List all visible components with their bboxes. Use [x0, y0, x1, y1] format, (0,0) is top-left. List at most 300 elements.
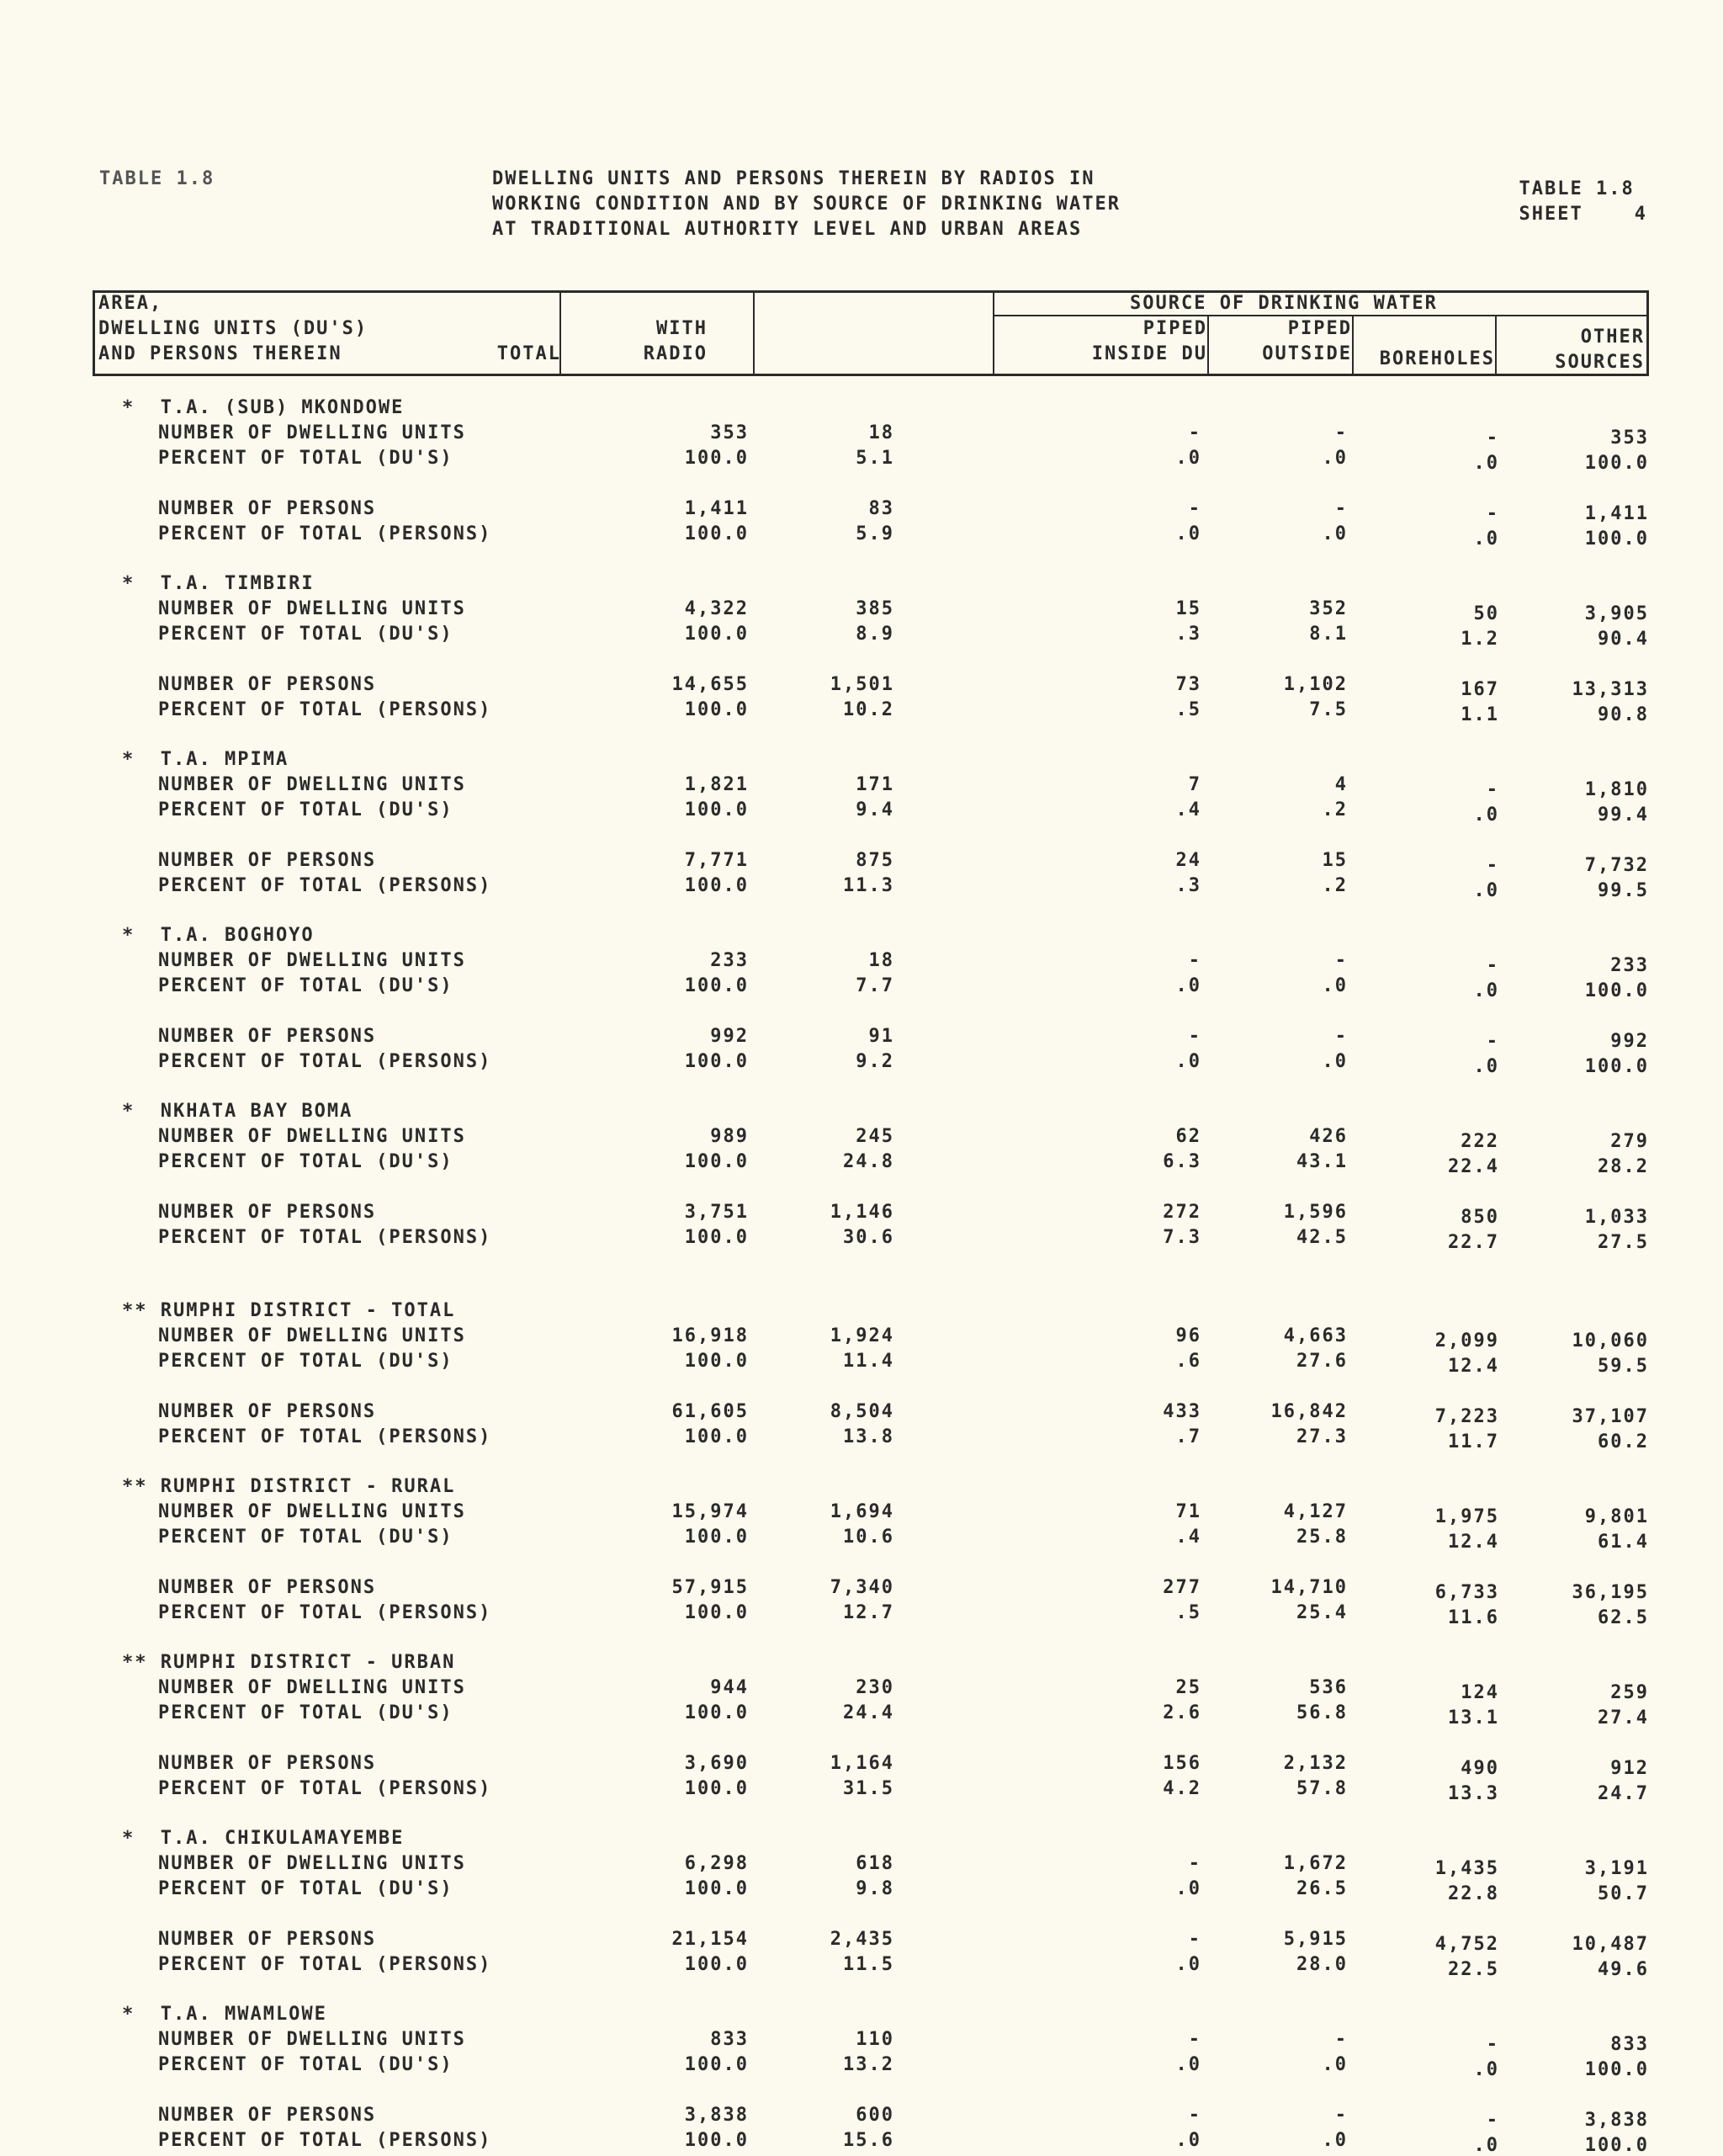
cell-piped-inside: .0 [1175, 2130, 1201, 2151]
cell-boreholes: 11.6 [1448, 1607, 1499, 1628]
area-name: * T.A. BOGHOYO [122, 925, 315, 946]
table-row [0, 674, 1723, 699]
cell-piped-inside: 277 [1163, 1577, 1201, 1598]
table-row [0, 2105, 1723, 2130]
row-label: NUMBER OF DWELLING UNITS [158, 1677, 466, 1698]
cell-with-radio: 11.5 [843, 1954, 894, 1975]
cell-other-sources: 50.7 [1598, 1883, 1649, 1904]
cell-total: 1,821 [684, 774, 749, 795]
table-row [0, 1501, 1723, 1527]
cell-boreholes: - [1486, 779, 1499, 800]
row-label: PERCENT OF TOTAL (DU'S) [158, 975, 453, 996]
table-row [0, 1426, 1723, 1452]
cell-boreholes: 1,975 [1434, 1506, 1499, 1527]
cell-with-radio: 30.6 [843, 1227, 894, 1248]
cell-total: 100.0 [684, 1702, 749, 1723]
cell-with-radio: 9.2 [856, 1051, 894, 1072]
row-label: PERCENT OF TOTAL (PERSONS) [158, 699, 492, 720]
table-row [0, 523, 1723, 549]
row-label: NUMBER OF PERSONS [158, 2105, 377, 2126]
cell-piped-outside: - [1334, 1026, 1348, 1047]
cell-piped-inside: .6 [1175, 1351, 1201, 1372]
row-label: NUMBER OF PERSONS [158, 1929, 377, 1950]
cell-piped-inside: 24 [1175, 850, 1201, 871]
cell-boreholes: 1.2 [1461, 629, 1499, 650]
table-row [0, 2029, 1723, 2054]
cell-total: 15,974 [671, 1501, 749, 1522]
cell-total: 100.0 [684, 1151, 749, 1172]
row-label: PERCENT OF TOTAL (DU'S) [158, 1151, 453, 1172]
table-row [0, 1878, 1723, 1904]
cell-boreholes: 22.8 [1448, 1883, 1499, 1904]
cell-total: 100.0 [684, 1602, 749, 1623]
cell-piped-inside: 156 [1163, 1753, 1201, 1774]
cell-boreholes: 222 [1461, 1131, 1499, 1152]
cell-piped-inside: - [1188, 2105, 1201, 2126]
cell-total: 100.0 [684, 2054, 749, 2075]
cell-boreholes: - [1486, 2034, 1499, 2055]
row-label: PERCENT OF TOTAL (PERSONS) [158, 1778, 492, 1799]
cell-piped-outside: 536 [1309, 1677, 1348, 1698]
row-label: PERCENT OF TOTAL (DU'S) [158, 1527, 453, 1548]
cell-with-radio: 2,435 [830, 1929, 894, 1950]
area-name: * T.A. CHIKULAMAYEMBE [122, 1828, 405, 1849]
cell-piped-inside: 7.3 [1163, 1227, 1201, 1248]
cell-boreholes: 12.4 [1448, 1532, 1499, 1553]
cell-other-sources: 3,191 [1584, 1858, 1649, 1879]
cell-piped-outside: 25.4 [1296, 1602, 1348, 1623]
cell-piped-outside: - [1334, 498, 1348, 519]
cell-with-radio: 618 [856, 1853, 894, 1874]
row-label: PERCENT OF TOTAL (PERSONS) [158, 523, 492, 544]
cell-total: 6,298 [684, 1853, 749, 1874]
piped-outside-header: PIPED OUTSIDE [1262, 318, 1352, 364]
cell-boreholes: 850 [1461, 1207, 1499, 1228]
cell-piped-inside: .4 [1175, 799, 1201, 820]
cell-piped-outside: .0 [1322, 523, 1348, 544]
cell-with-radio: 8,504 [830, 1401, 894, 1422]
cell-piped-outside: - [1334, 422, 1348, 443]
row-label: PERCENT OF TOTAL (PERSONS) [158, 875, 492, 896]
row-label: NUMBER OF PERSONS [158, 1202, 377, 1223]
row-label: NUMBER OF DWELLING UNITS [158, 1501, 466, 1522]
cell-with-radio: 9.8 [856, 1878, 894, 1899]
table-row [0, 624, 1723, 649]
cell-boreholes: - [1486, 427, 1499, 449]
cell-with-radio: 24.8 [843, 1151, 894, 1172]
table-row [0, 422, 1723, 448]
row-label: PERCENT OF TOTAL (PERSONS) [158, 1602, 492, 1623]
cell-total: 100.0 [684, 1878, 749, 1899]
cell-piped-inside: - [1188, 498, 1201, 519]
cell-boreholes: - [1486, 855, 1499, 876]
table-row [0, 975, 1723, 1001]
cell-piped-outside: 352 [1309, 598, 1348, 619]
cell-piped-outside: 42.5 [1296, 1227, 1348, 1248]
table-row [0, 950, 1723, 975]
table-row [0, 498, 1723, 523]
cell-total: 100.0 [684, 1227, 749, 1248]
area-name: * T.A. MWAMLOWE [122, 2004, 327, 2025]
cell-total: 833 [710, 2029, 749, 2050]
row-label: NUMBER OF DWELLING UNITS [158, 950, 466, 971]
cell-piped-outside: .0 [1322, 2054, 1348, 2075]
total-header: TOTAL [496, 343, 561, 364]
cell-with-radio: 8.9 [856, 624, 894, 645]
table-row [0, 1151, 1723, 1176]
cell-total: 100.0 [684, 523, 749, 544]
cell-piped-outside: 8.1 [1309, 624, 1348, 645]
row-label: PERCENT OF TOTAL (DU'S) [158, 799, 453, 820]
cell-other-sources: 90.4 [1598, 629, 1649, 650]
cell-other-sources: 100.0 [1584, 2135, 1649, 2156]
cell-other-sources: 27.5 [1598, 1232, 1649, 1253]
table-number-left: TABLE 1.8 [99, 168, 215, 189]
cell-boreholes: 12.4 [1448, 1356, 1499, 1377]
table-row [0, 1051, 1723, 1076]
table-row [0, 2130, 1723, 2155]
cell-piped-outside: .0 [1322, 2130, 1348, 2151]
cell-other-sources: 912 [1610, 1758, 1649, 1779]
row-label: NUMBER OF DWELLING UNITS [158, 1126, 466, 1147]
table-row [0, 799, 1723, 825]
cell-boreholes: 22.5 [1448, 1959, 1499, 1980]
cell-boreholes: - [1486, 2110, 1499, 2131]
area-name: ** RUMPHI DISTRICT - RURAL [122, 1476, 456, 1497]
area-name: ** RUMPHI DISTRICT - TOTAL [122, 1300, 456, 1321]
cell-piped-outside: 4,127 [1283, 1501, 1348, 1522]
cell-with-radio: 5.1 [856, 448, 894, 469]
row-label: NUMBER OF PERSONS [158, 1401, 377, 1422]
cell-boreholes: 2,099 [1434, 1330, 1499, 1351]
cell-boreholes: - [1486, 955, 1499, 976]
cell-total: 100.0 [684, 1527, 749, 1548]
title-line: DWELLING UNITS AND PERSONS THEREIN BY RADIOS IN [492, 168, 1095, 189]
cell-total: 100.0 [684, 448, 749, 469]
cell-other-sources: 7,732 [1584, 855, 1649, 876]
cell-piped-outside: 56.8 [1296, 1702, 1348, 1723]
cell-piped-outside: .2 [1322, 799, 1348, 820]
cell-piped-inside: 15 [1175, 598, 1201, 619]
cell-piped-outside: 7.5 [1309, 699, 1348, 720]
cell-piped-outside: 4 [1334, 774, 1348, 795]
row-label: PERCENT OF TOTAL (PERSONS) [158, 1227, 492, 1248]
cell-total: 61,605 [671, 1401, 749, 1422]
cell-piped-inside: .0 [1175, 523, 1201, 544]
cell-with-radio: 7,340 [830, 1577, 894, 1598]
table-row [0, 1351, 1723, 1376]
area-name: * T.A. MPIMA [122, 749, 289, 770]
cell-piped-inside: .0 [1175, 975, 1201, 996]
cell-with-radio: 83 [868, 498, 894, 519]
cell-with-radio: 245 [856, 1126, 894, 1147]
cell-total: 233 [710, 950, 749, 971]
cell-boreholes: .0 [1473, 2059, 1499, 2080]
table-row [0, 1202, 1723, 1227]
cell-other-sources: 62.5 [1598, 1607, 1649, 1628]
cell-piped-inside: 2.6 [1163, 1702, 1201, 1723]
cell-total: 3,838 [684, 2105, 749, 2126]
cell-boreholes: 22.7 [1448, 1232, 1499, 1253]
cell-piped-inside: .5 [1175, 699, 1201, 720]
row-label: NUMBER OF DWELLING UNITS [158, 1325, 466, 1346]
cell-total: 100.0 [684, 1051, 749, 1072]
cell-piped-inside: 25 [1175, 1677, 1201, 1698]
row-label: NUMBER OF DWELLING UNITS [158, 598, 466, 619]
cell-piped-inside: 71 [1175, 1501, 1201, 1522]
row-label: NUMBER OF DWELLING UNITS [158, 2029, 466, 2050]
cell-other-sources: 28.2 [1598, 1156, 1649, 1177]
table-row [0, 1954, 1723, 1979]
cell-other-sources: 259 [1610, 1682, 1649, 1703]
cell-other-sources: 61.4 [1598, 1532, 1649, 1553]
title-line: AT TRADITIONAL AUTHORITY LEVEL AND URBAN AREAS [492, 219, 1083, 240]
other-sources-header: OTHER SOURCES [1555, 327, 1645, 373]
cell-piped-outside: .2 [1322, 875, 1348, 896]
table-row [0, 1602, 1723, 1628]
cell-other-sources: 100.0 [1584, 2059, 1649, 2080]
cell-piped-outside: - [1334, 2029, 1348, 2050]
table-row [0, 1527, 1723, 1552]
table-row [0, 598, 1723, 624]
area-name: * T.A. TIMBIRI [122, 573, 315, 594]
cell-piped-inside: .0 [1175, 1878, 1201, 1899]
table-row [0, 1677, 1723, 1702]
cell-total: 14,655 [671, 674, 749, 695]
cell-with-radio: 230 [856, 1677, 894, 1698]
cell-with-radio: 31.5 [843, 1778, 894, 1799]
cell-piped-inside: - [1188, 2029, 1201, 2050]
cell-other-sources: 10,060 [1572, 1330, 1649, 1351]
column-header-box [93, 290, 1649, 376]
cell-piped-outside: 426 [1309, 1126, 1348, 1147]
cell-piped-outside: - [1334, 2105, 1348, 2126]
cell-piped-inside: - [1188, 422, 1201, 443]
row-label: PERCENT OF TOTAL (PERSONS) [158, 2130, 492, 2151]
cell-boreholes: 1,435 [1434, 1858, 1499, 1879]
cell-boreholes: 11.7 [1448, 1431, 1499, 1452]
cell-total: 4,322 [684, 598, 749, 619]
cell-boreholes: 6,733 [1434, 1582, 1499, 1603]
cell-total: 992 [710, 1026, 749, 1047]
cell-with-radio: 1,146 [830, 1202, 894, 1223]
area-name: * T.A. (SUB) MKONDOWE [122, 397, 405, 418]
row-label: PERCENT OF TOTAL (DU'S) [158, 1351, 453, 1372]
cell-piped-outside: - [1334, 950, 1348, 971]
cell-total: 100.0 [684, 2130, 749, 2151]
table-row [0, 1702, 1723, 1728]
row-label: NUMBER OF PERSONS [158, 674, 377, 695]
cell-other-sources: 100.0 [1584, 453, 1649, 474]
cell-total: 57,915 [671, 1577, 749, 1598]
cell-other-sources: 279 [1610, 1131, 1649, 1152]
cell-piped-inside: .0 [1175, 2054, 1201, 2075]
table-row [0, 850, 1723, 875]
cell-boreholes: .0 [1473, 805, 1499, 826]
cell-other-sources: 100.0 [1584, 1056, 1649, 1077]
cell-total: 100.0 [684, 624, 749, 645]
table-row [0, 1227, 1723, 1252]
table-row [0, 1778, 1723, 1803]
table-row [0, 1126, 1723, 1151]
cell-with-radio: 11.3 [843, 875, 894, 896]
cell-other-sources: 100.0 [1584, 528, 1649, 550]
cell-other-sources: 36,195 [1572, 1582, 1649, 1603]
source-group-header: SOURCE OF DRINKING WATER [1130, 293, 1438, 314]
cell-piped-outside: 1,672 [1283, 1853, 1348, 1874]
cell-total: 1,411 [684, 498, 749, 519]
cell-total: 7,771 [684, 850, 749, 871]
cell-with-radio: 110 [856, 2029, 894, 2050]
cell-boreholes: .0 [1473, 528, 1499, 550]
title-line: WORKING CONDITION AND BY SOURCE OF DRINKING WATER [492, 194, 1121, 215]
area-header: AREA, DWELLING UNITS (DU'S) AND PERSONS THEREIN [98, 293, 368, 364]
cell-boreholes: 4,752 [1434, 1934, 1499, 1955]
cell-piped-outside: 15 [1322, 850, 1348, 871]
cell-piped-outside: 1,102 [1283, 674, 1348, 695]
cell-total: 21,154 [671, 1929, 749, 1950]
cell-piped-inside: - [1188, 1929, 1201, 1950]
cell-piped-inside: .3 [1175, 875, 1201, 896]
cell-other-sources: 27.4 [1598, 1707, 1649, 1729]
cell-with-radio: 1,501 [830, 674, 894, 695]
cell-total: 100.0 [684, 699, 749, 720]
cell-with-radio: 24.4 [843, 1702, 894, 1723]
row-label: NUMBER OF PERSONS [158, 850, 377, 871]
cell-piped-inside: .0 [1175, 448, 1201, 469]
cell-piped-outside: 57.8 [1296, 1778, 1348, 1799]
cell-piped-outside: 28.0 [1296, 1954, 1348, 1975]
cell-total: 353 [710, 422, 749, 443]
cell-piped-inside: 4.2 [1163, 1778, 1201, 1799]
table-number: TABLE 1.8 [1519, 178, 1635, 199]
cell-with-radio: 171 [856, 774, 894, 795]
cell-with-radio: 13.2 [843, 2054, 894, 2075]
cell-boreholes: 50 [1473, 603, 1499, 624]
cell-total: 100.0 [684, 1351, 749, 1372]
cell-with-radio: 12.7 [843, 1602, 894, 1623]
cell-piped-outside: .0 [1322, 448, 1348, 469]
row-label: PERCENT OF TOTAL (DU'S) [158, 1878, 453, 1899]
cell-other-sources: 3,905 [1584, 603, 1649, 624]
cell-with-radio: 11.4 [843, 1351, 894, 1372]
cell-total: 100.0 [684, 975, 749, 996]
cell-piped-outside: 4,663 [1283, 1325, 1348, 1346]
table-row [0, 448, 1723, 473]
cell-total: 3,690 [684, 1753, 749, 1774]
cell-piped-outside: 43.1 [1296, 1151, 1348, 1172]
cell-piped-inside: 96 [1175, 1325, 1201, 1346]
cell-piped-inside: .0 [1175, 1954, 1201, 1975]
cell-piped-inside: 6.3 [1163, 1151, 1201, 1172]
cell-piped-outside: 14,710 [1270, 1577, 1348, 1598]
cell-piped-outside: 25.8 [1296, 1527, 1348, 1548]
cell-other-sources: 100.0 [1584, 980, 1649, 1001]
cell-piped-inside: .3 [1175, 624, 1201, 645]
table-row [0, 1026, 1723, 1051]
table-row [0, 699, 1723, 725]
cell-total: 100.0 [684, 799, 749, 820]
row-label: NUMBER OF DWELLING UNITS [158, 774, 466, 795]
radio-header: WITH RADIO [643, 318, 708, 364]
cell-with-radio: 1,924 [830, 1325, 894, 1346]
cell-other-sources: 99.4 [1598, 805, 1649, 826]
cell-other-sources: 1,033 [1584, 1207, 1649, 1228]
cell-total: 100.0 [684, 1954, 749, 1975]
row-label: NUMBER OF PERSONS [158, 1026, 377, 1047]
cell-other-sources: 24.7 [1598, 1783, 1649, 1804]
area-name: ** RUMPHI DISTRICT - URBAN [122, 1652, 456, 1673]
cell-piped-inside: - [1188, 950, 1201, 971]
cell-boreholes: 7,223 [1434, 1406, 1499, 1427]
cell-piped-inside: .4 [1175, 1527, 1201, 1548]
cell-other-sources: 9,801 [1584, 1506, 1649, 1527]
row-label: PERCENT OF TOTAL (PERSONS) [158, 1426, 492, 1447]
boreholes-header: BOREHOLES [1379, 348, 1495, 369]
cell-with-radio: 91 [868, 1026, 894, 1047]
cell-boreholes: 13.3 [1448, 1783, 1499, 1804]
sheet-number: SHEET 4 [1519, 204, 1647, 225]
row-label: NUMBER OF PERSONS [158, 498, 377, 519]
cell-total: 100.0 [684, 875, 749, 896]
cell-other-sources: 37,107 [1572, 1406, 1649, 1427]
cell-boreholes: 167 [1461, 679, 1499, 700]
table-row [0, 1401, 1723, 1426]
cell-other-sources: 90.8 [1598, 704, 1649, 725]
cell-other-sources: 99.5 [1598, 880, 1649, 901]
cell-with-radio: 1,694 [830, 1501, 894, 1522]
cell-total: 100.0 [684, 1426, 749, 1447]
cell-with-radio: 875 [856, 850, 894, 871]
cell-other-sources: 1,810 [1584, 779, 1649, 800]
cell-piped-inside: - [1188, 1853, 1201, 1874]
cell-piped-outside: 26.5 [1296, 1878, 1348, 1899]
table-row [0, 1929, 1723, 1954]
row-label: NUMBER OF DWELLING UNITS [158, 422, 466, 443]
cell-boreholes: - [1486, 1031, 1499, 1052]
row-label: PERCENT OF TOTAL (PERSONS) [158, 1051, 492, 1072]
cell-other-sources: 10,487 [1572, 1934, 1649, 1955]
cell-other-sources: 49.6 [1598, 1959, 1649, 1980]
cell-piped-inside: 433 [1163, 1401, 1201, 1422]
cell-other-sources: 353 [1610, 427, 1649, 449]
cell-with-radio: 15.6 [843, 2130, 894, 2151]
cell-other-sources: 1,411 [1584, 503, 1649, 524]
cell-boreholes: 124 [1461, 1682, 1499, 1703]
cell-boreholes: 13.1 [1448, 1707, 1499, 1729]
cell-piped-inside: .5 [1175, 1602, 1201, 1623]
cell-boreholes: 1.1 [1461, 704, 1499, 725]
cell-piped-outside: 5,915 [1283, 1929, 1348, 1950]
cell-with-radio: 18 [868, 950, 894, 971]
cell-with-radio: 13.8 [843, 1426, 894, 1447]
cell-piped-inside: 7 [1188, 774, 1201, 795]
area-name: * NKHATA BAY BOMA [122, 1101, 353, 1122]
cell-with-radio: 1,164 [830, 1753, 894, 1774]
table-number-right [1519, 177, 1647, 227]
cell-boreholes: .0 [1473, 1056, 1499, 1077]
cell-other-sources: 992 [1610, 1031, 1649, 1052]
cell-total: 989 [710, 1126, 749, 1147]
cell-other-sources: 60.2 [1598, 1431, 1649, 1452]
cell-other-sources: 833 [1610, 2034, 1649, 2055]
cell-other-sources: 59.5 [1598, 1356, 1649, 1377]
row-label: NUMBER OF PERSONS [158, 1577, 377, 1598]
cell-with-radio: 7.7 [856, 975, 894, 996]
cell-with-radio: 10.6 [843, 1527, 894, 1548]
cell-piped-inside: 272 [1163, 1202, 1201, 1223]
cell-total: 100.0 [684, 1778, 749, 1799]
